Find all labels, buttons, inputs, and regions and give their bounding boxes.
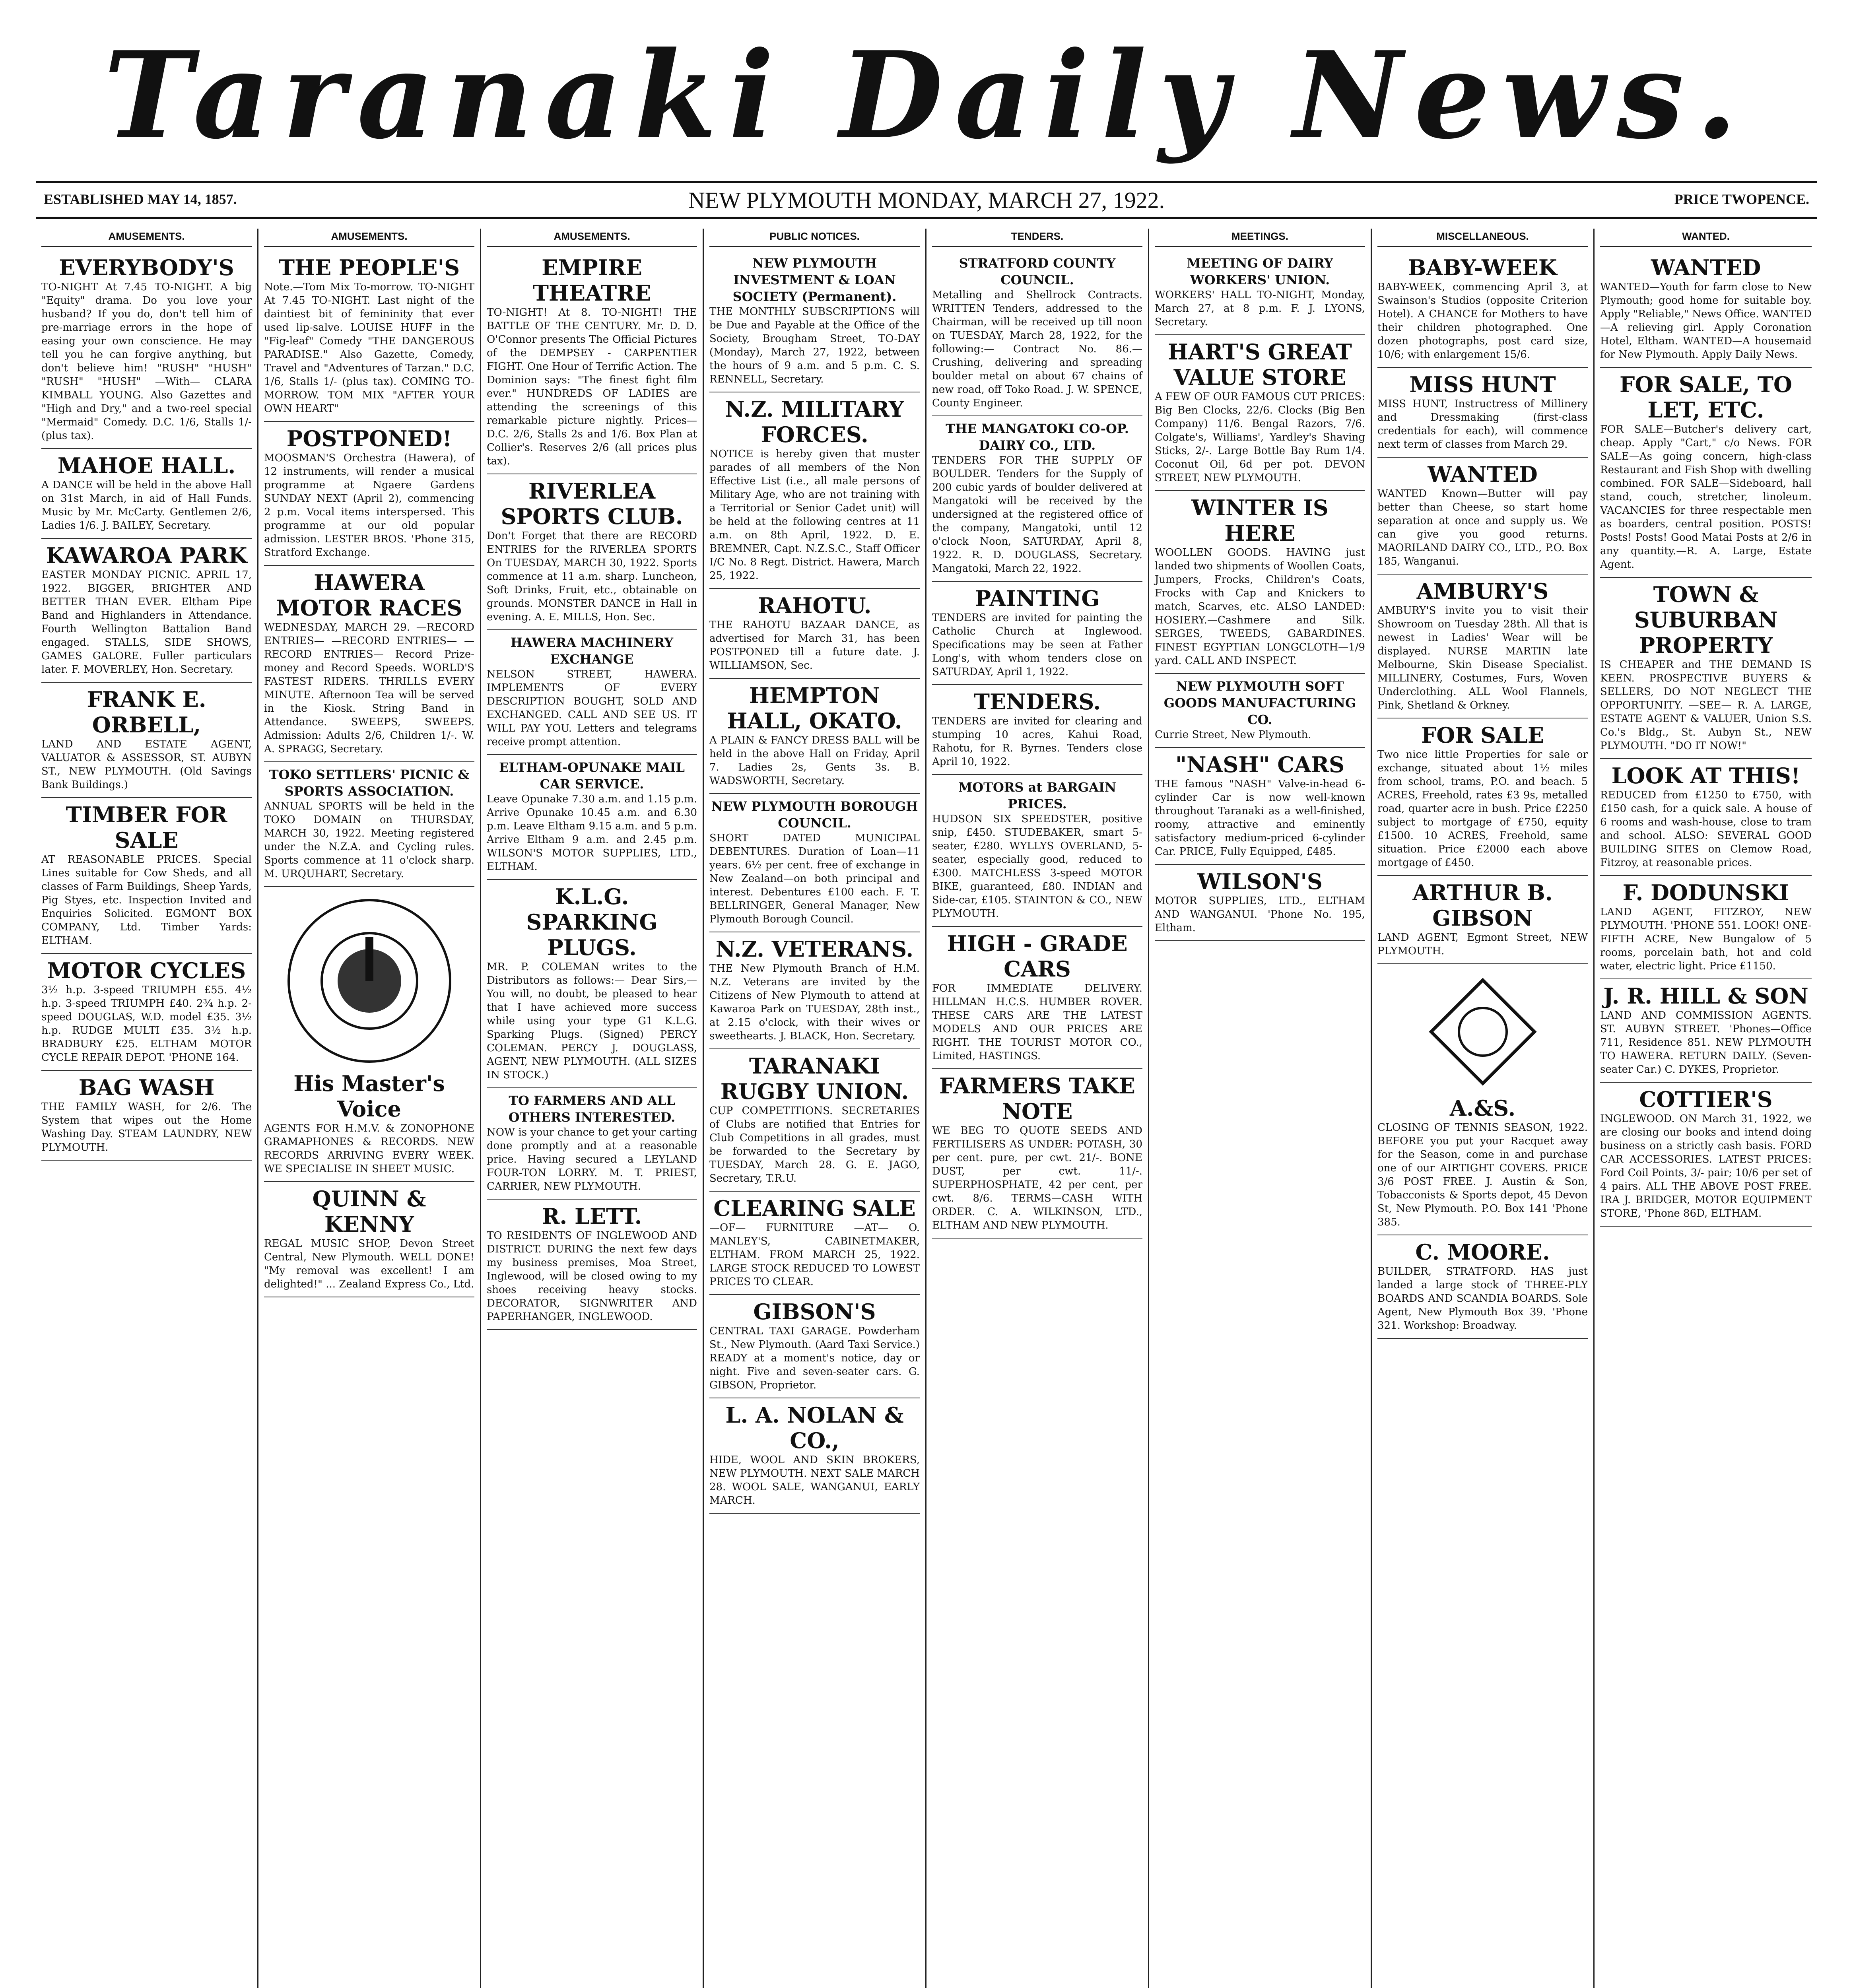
column-1 [36, 229, 258, 1988]
advertisement-body: TENDERS FOR THE SUPPLY OF BOULDER. Tenders for the Supply of 200 cubic yards of boulder delivered at Mangatoki will be received by the undersigned at the registered office of the company, Mangatoki, until 12 o'clock Noon, SATURDAY, April 8, 1922. R. D. DOUGLASS, Secretary. Mangatoki, March 22, 1922. [932, 454, 1142, 575]
advertisement [1600, 251, 1812, 368]
advertisement-title: BABY-WEEK [1408, 255, 1557, 280]
advertisement-title: HAWERA MOTOR RACES [276, 570, 462, 621]
advertisement [709, 932, 920, 1049]
advertisement-title: K.L.G. SPARKING PLUGS. [526, 884, 658, 960]
advertisement-body: TO-NIGHT At 7.45 TO-NIGHT. A big "Equity" drama. Do you love your husband? If you do, don't tell him of pre-marriage errors in the hope of easing your own conscience. He may tell you he can forgive anything, but don't believe him! "RUSH" "HUSH" "RUSH" "HUSH" —With— CLARA KIMBALL YOUNG. Also Gazettes and "High and Dry," and a two-reel special "Mermaid" Comedy. D.C. 1/6, Stalls 1/- (plus tax). [41, 281, 252, 442]
advertisement-title: POSTPONED! [286, 426, 452, 451]
advertisement [264, 422, 474, 566]
columns [36, 229, 1817, 1988]
advertisement-body: MOTOR SUPPLIES, LTD., ELTHAM AND WANGANUI. 'Phone No. 195, Eltham. [1155, 895, 1365, 934]
advertisement [264, 762, 474, 887]
advertisement [709, 1049, 920, 1192]
advertisement [487, 755, 697, 880]
advertisement [1600, 876, 1812, 979]
column-3 [481, 229, 704, 1988]
advertisement-body: THE MONTHLY SUBSCRIPTIONS will be Due and Payable at the Office of the Society, Brougham Street, TO-DAY (Monday), March 27, 1922, between the hours of 9 a.m. and 5 p.m. C. S. RENNELL, Secretary. [709, 306, 920, 385]
advertisement-body: TENDERS are invited for painting the Catholic Church at Inglewood. Specifications may be seen at Father Long's, with whom tenders close on SATURDAY, April 1, 1922. [932, 612, 1142, 678]
advertisement-title: F. DODUNSKI [1622, 880, 1789, 905]
advertisement-title: NEW PLYMOUTH INVESTMENT & LOAN SOCIETY (Permanent). [732, 256, 897, 304]
advertisement-title: NEW PLYMOUTH BOROUGH COUNCIL. [711, 799, 918, 831]
advertisement [709, 251, 920, 392]
advertisement [1600, 759, 1812, 876]
column-heading: WANTED. [1600, 229, 1812, 247]
advertisement-body: WOOLLEN GOODS. HAVING just landed two shipments of Woollen Coats, Jumpers, Frocks, Children's Coats, Frocks with Cap and Knickers to match, Scarves, etc. ALSO LANDED: HOSIERY.—Cashmere and Silk. SERGES, TWEEDS, GABARDINES. FINEST EGYPTIAN LONGCLOTH—1/9 yard. CALL AND INSPECT. [1155, 547, 1365, 667]
advertisement [932, 582, 1142, 685]
advertisement-title: WILSON'S [1197, 869, 1323, 894]
advertisement-title: EVERYBODY'S [59, 255, 234, 280]
column-5 [926, 229, 1149, 1988]
advertisement-body: 3½ h.p. 3-speed TRIUMPH £55. 4½ h.p. 3-speed TRIUMPH £40. 2¾ h.p. 2-speed DOUGLAS, W.D. model £35. 3½ h.p. RUDGE MULTI £35. 3½ h.p. BRADBURY £25. ELTHAM MOTOR CYCLE REPAIR DEPOT. 'PHONE 164. [41, 984, 252, 1064]
advertisement-title: R. LETT. [542, 1204, 642, 1229]
advertisement [1155, 748, 1365, 865]
advertisement-body: CLOSING OF TENNIS SEASON, 1922. BEFORE you put your Racquet away for the Season, come in and purchase one of our AIRTIGHT COVERS. PRICE 3/6 POST FREE. J. Austin & Son, Tobacconists & Sports depot, 45 Devon St, New Plymouth. P.O. Box 141 'Phone 385. [1377, 1122, 1588, 1228]
advertisement-title: LOOK AT THIS! [1611, 763, 1801, 788]
advertisement [264, 887, 474, 1182]
advertisement [932, 927, 1142, 1069]
advertisement-body: A DANCE will be held in the above Hall on 31st March, in aid of Hall Funds. Music by Mr. McCarty. Gentlemen 2/6, Ladies 1/6. J. BAILEY, Secretary. [41, 479, 252, 532]
advertisement [1377, 458, 1588, 575]
advertisement-title: WANTED [1428, 462, 1538, 487]
advertisement-title: A.&S. [1449, 1095, 1516, 1121]
masthead-rule-top [36, 181, 1817, 183]
advertisement-title: FOR SALE [1421, 722, 1544, 748]
advertisement-title: MOTOR CYCLES [47, 958, 246, 983]
advertisement-title: FRANK E. ORBELL, [87, 687, 206, 738]
advertisement-body: TENDERS are invited for clearing and stumping 10 acres, Kahui Road, Rahotu, for R. Byrnes. Tenders close April 10, 1922. [932, 715, 1142, 768]
a-and-s-logo [1427, 976, 1538, 1087]
advertisement-title: QUINN & KENNY [312, 1186, 426, 1237]
advertisement [709, 1192, 920, 1295]
advertisement-title: PAINTING [975, 586, 1100, 611]
advertisement-title: HAWERA MACHINERY EXCHANGE [510, 635, 674, 667]
advertisement [1377, 876, 1588, 964]
advertisement-body: TO RESIDENTS OF INGLEWOOD AND DISTRICT. DURING the next few days my business premises, Moa Street, Inglewood, will be closed owing to my shoes receiving heavy stocks. DECORATOR, SIGNWRITER AND PAPERHANGER, INGLEWOOD. [487, 1230, 697, 1323]
advertisement [1377, 1235, 1588, 1339]
advertisement [709, 679, 920, 794]
advertisement-title: C. MOORE. [1415, 1239, 1550, 1265]
advertisement [487, 1200, 697, 1330]
advertisement [487, 1088, 697, 1200]
column-4 [704, 229, 926, 1988]
advertisement-body: A PLAIN & FANCY DRESS BALL will be held in the above Hall on Friday, April 7. Ladies 2s, Gents 3s. B. WADSWORTH, Secretary. [709, 734, 920, 787]
advertisement [932, 685, 1142, 775]
advertisement-body: NOW is your chance to get your carting done promptly and at a reasonable price. Having secured a LEYLAND FOUR-TON LORRY. M. T. PRIEST, CARRIER, NEW PLYMOUTH. [487, 1126, 697, 1192]
advertisement-title: THE PEOPLE'S [278, 255, 460, 280]
advertisement-title: MOTORS at BARGAIN PRICES. [958, 780, 1117, 812]
advertisement-title: N.Z. MILITARY FORCES. [725, 396, 904, 447]
advertisement-body: A FEW OF OUR FAMOUS CUT PRICES: Big Ben Clocks, 22/6. Clocks (Big Ben Company) 11/6. Bengal Razors, 7/6. Colgate's, Williams', Yardley's Shaving Sticks, 2/-. Large Bottle Bay Rum 1/4. Coconut Oil, 6d per pot. DEVON STREET, NEW PLYMOUTH. [1155, 391, 1365, 484]
price: PRICE TWOPENCE. [1674, 191, 1809, 207]
advertisement [41, 539, 252, 683]
advertisement-body: BABY-WEEK, commencing April 3, at Swainson's Studios (opposite Criterion Hotel). A CHANCE for Mothers to have their children photographed. One dozen photographs, post card size, 10/6; with enlargement 15/6. [1377, 281, 1588, 361]
column-heading: AMUSEMENTS. [264, 229, 474, 247]
advertisement-body: BUILDER, STRATFORD. HAS just landed a large stock of THREE-PLY BOARDS AND SCANDIA BOARDS. Sole Agent, New Plymouth Box 39. 'Phone 321. Workshop: Broadway. [1377, 1266, 1588, 1332]
advertisement [264, 251, 474, 422]
advertisement-title: TO FARMERS AND ALL OTHERS INTERESTED. [508, 1093, 676, 1125]
advertisement-title: BAG WASH [78, 1075, 215, 1100]
masthead [32, 12, 1821, 179]
column-7 [1372, 229, 1595, 1988]
advertisement-body: MOOSMAN'S Orchestra (Hawera), of 12 instruments, will render a musical programme at Ngaere Gardens SUNDAY NEXT (April 2), commencing 2 p.m. Vocal items interspersed. This programme at our old popular admission. LESTER BROS. 'Phone 315, Stratford Exchange. [264, 452, 474, 559]
advertisement [1377, 718, 1588, 876]
advertisement-title: J. R. HILL & SON [1603, 983, 1808, 1009]
advertisement-title: MEETING OF DAIRY WORKERS' UNION. [1187, 256, 1333, 287]
advertisement-title: N.Z. VETERANS. [715, 936, 914, 962]
advertisement-title: WINTER IS HERE [1191, 495, 1329, 546]
advertisement-body: FOR IMMEDIATE DELIVERY. HILLMAN H.C.S. HUMBER ROVER. THESE CARS ARE THE LATEST MODELS AND OUR PRICES ARE RIGHT. THE TOURIST MOTOR CO., Limited, HASTINGS. [932, 982, 1142, 1062]
advertisement-title: His Master's Voice [293, 1071, 445, 1122]
advertisement-title: ARTHUR B. GIBSON [1412, 880, 1553, 931]
advertisement-title: EMPIRE THEATRE [532, 255, 651, 306]
advertisement [709, 1295, 920, 1398]
advertisement [932, 416, 1142, 582]
advertisement [1377, 368, 1588, 458]
newspaper-title: Taranaki Daily News. [103, 25, 1750, 165]
advertisement-title: WANTED [1651, 255, 1761, 280]
column-heading: TENDERS. [932, 229, 1142, 247]
advertisement-body: EASTER MONDAY PICNIC. APRIL 17, 1922. BIGGER, BRIGHTER AND BETTER THAN EVER. Eltham Pipe Band and Highlanders in Attendance. Fourth Wellington Battalion Band engaged. STALLS, SIDE SHOWS, GAMES GALORE. Fuller particulars later. F. MOVERLEY, Hon. Secretary. [41, 569, 252, 676]
advertisement [1155, 491, 1365, 674]
advertisement-body: AT REASONABLE PRICES. Special Lines suitable for Cow Sheds, and all classes of Farm Buildings, Sheep Yards, Pig Styes, etc. Inspection Invited and Enquiries Solicited. EGMONT BOX COMPANY, Ltd. Timber Yards: ELTHAM. [41, 854, 252, 947]
advertisement [487, 251, 697, 474]
advertisement-body: THE famous "NASH" Valve-in-head 6-cylinder Car is now well-known throughout Taranaki as a well-finished, roomy, attractive and eminently satisfactory medium-priced 6-cylinder Car. PRICE, Fully Equipped, £485. [1155, 778, 1365, 858]
advertisement [1600, 368, 1812, 578]
advertisement-title: TOWN & SUBURBAN PROPERTY [1634, 582, 1778, 658]
advertisement-title: FOR SALE, TO LET, ETC. [1620, 372, 1792, 423]
established-date: ESTABLISHED MAY 14, 1857. [44, 191, 237, 207]
advertisement [264, 1182, 474, 1297]
column-heading: MEETINGS. [1155, 229, 1365, 247]
column-2 [258, 229, 481, 1988]
advertisement-title: HEMPTON HALL, OKATO. [727, 683, 902, 734]
advertisement-body: INGLEWOOD. ON March 31, 1922, we are closing our books and intend doing business on a strictly cash basis. FORD CAR ACCESSORIES. LATEST PRICES: Ford Coil Points, 3/- pair; 10/6 per set of 4 pairs. ALL THE ABOVE POST FREE. IRA J. BRIDGER, MOTOR EQUIPMENT STORE, 'Phone 86D, ELTHAM. [1600, 1113, 1812, 1219]
advertisement [1377, 251, 1588, 368]
advertisement-body: WEDNESDAY, MARCH 29. —RECORD ENTRIES— —RECORD ENTRIES— —RECORD ENTRIES— Record Prize-money and Record Speeds. WORLD'S FASTEST RIDERS. THRILLS EVERY MINUTE. Afternoon Tea will be served in the Kiosk. String Band in Attendance. SWEEPS, SWEEPS. Admission: Adults 2/6, Children 1/-. W. A. SPRAGG, Secretary. [264, 621, 474, 755]
dateline-bar [36, 187, 1817, 215]
advertisement [1155, 674, 1365, 748]
advertisement-title: COTTIER'S [1639, 1087, 1773, 1112]
advertisement-body: CENTRAL TAXI GARAGE. Powderham St., New Plymouth. (Aard Taxi Service.) READY at a moment's notice, day or night. Five and seven-seater cars. G. GIBSON, Proprietor. [709, 1325, 920, 1391]
advertisement-title: MAHOE HALL. [57, 453, 236, 478]
advertisement-body: Currie Street, New Plymouth. [1155, 729, 1311, 741]
advertisement-body: LAND AND ESTATE AGENT, VALUATOR & ASSESSOR, ST. AUBYN ST., NEW PLYMOUTH. (Old Savings Bank Buildings.) [41, 738, 252, 791]
masthead-rule-bottom [36, 217, 1817, 219]
advertisement-title: ELTHAM-OPUNAKE MAIL CAR SERVICE. [499, 760, 685, 792]
advertisement-title: TENDERS. [973, 689, 1101, 714]
advertisement-title: STRATFORD COUNTY COUNCIL. [959, 256, 1116, 287]
advertisement-body: WE BEG TO QUOTE SEEDS AND FERTILISERS AS UNDER: POTASH, 30 per cent. pure, per cwt. 21/-. BONE DUST, per cwt. 11/-. SUPERPHOSPHATE, 42 per cent, per cwt. 8/6. TERMS—CASH WITH ORDER. C. A. WILKINSON, LTD., ELTHAM AND NEW PLYMOUTH. [932, 1125, 1142, 1231]
advertisement [264, 566, 474, 762]
advertisement [1377, 964, 1588, 1235]
advertisement-body: LAND AGENT, Egmont Street, NEW PLYMOUTH. [1377, 932, 1588, 957]
advertisement-title: NEW PLYMOUTH SOFT GOODS MANUFACTURING CO. [1163, 679, 1356, 727]
advertisement-title: "NASH" CARS [1175, 752, 1345, 777]
advertisement-title: TARANAKI RUGBY UNION. [720, 1053, 909, 1104]
advertisement-title: RIVERLEA SPORTS CLUB. [501, 478, 683, 529]
advertisement-body: MISS HUNT, Instructress of Millinery and Dressmaking (first-class credentials for each), will commence next term of classes from March 29. [1377, 398, 1588, 450]
advertisement-body: HIDE, WOOL AND SKIN BROKERS, NEW PLYMOUTH. NEXT SALE MARCH 28. WOOL SALE, WANGANUI, EARLY MARCH. [709, 1454, 920, 1507]
advertisement [1377, 575, 1588, 718]
advertisement-body: WORKERS' HALL TO-NIGHT, Monday, March 27, at 8 p.m. F. J. LYONS, Secretary. [1155, 289, 1365, 328]
column-heading: PUBLIC NOTICES. [709, 229, 920, 247]
advertisement [932, 775, 1142, 927]
advertisement [1600, 979, 1812, 1083]
advertisement-body: NOTICE is hereby given that muster parades of all members of the Non Effective List (i.e., all male persons of Military Age, who are not training with a Territorial or Senior Cadet unit) will be held at the following centres at 11 a.m. on 8th April, 1922. D. E. BREMNER, Capt. N.Z.S.C., Staff Officer I/C No. 8 Regt. District. Hawera, March 25, 1922. [709, 448, 920, 582]
advertisement [41, 683, 252, 798]
advertisement [41, 798, 252, 954]
advertisement-title: RAHOTU. [758, 593, 872, 618]
advertisement-body: THE New Plymouth Branch of H.M. N.Z. Veterans are invited by the Citizens of New Plymouth to attend at Kawaroa Park on TUESDAY, 28th inst., at 2.15 o'clock, with their wives or sweethearts. J. BLACK, Hon. Secretary. [709, 963, 920, 1042]
column-6 [1149, 229, 1372, 1988]
advertisement [41, 1071, 252, 1161]
advertisement [487, 630, 697, 755]
advertisement-body: THE RAHOTU BAZAAR DANCE, as advertised for March 31, has been POSTPONED till a future date. J. WILLIAMSON, Sec. [709, 619, 920, 672]
advertisement-body: Don't Forget that there are RECORD ENTRIES for the RIVERLEA SPORTS On TUESDAY, MARCH 30, 1922. Sports commence at 11 a.m. sharp. Luncheon, Soft Drinks, Fruit, etc., obtainable on grounds. MONSTER DANCE in Hall in evening. A. E. MILLS, Hon. Sec. [487, 530, 697, 623]
advertisement-title: KAWAROA PARK [46, 543, 247, 568]
advertisement-body: Metalling and Shellrock Contracts. WRITTEN Tenders, addressed to the Chairman, will be received up till noon on TUESDAY, March 28, 1922, for the following:— Contract No. 86.—Crushing, delivering and spreading boulder metal on about 67 chains of new road, off Toko Road. J. W. SPENCE, County Engineer. [932, 289, 1142, 409]
advertisement [1155, 251, 1365, 335]
column-heading: MISCELLANEOUS. [1377, 229, 1588, 247]
advertisement-title: HIGH - GRADE CARS [947, 931, 1128, 982]
advertisement-body: LAND AGENT, FITZROY, NEW PLYMOUTH. 'PHONE 551. LOOK! ONE-FIFTH ACRE, New Bungalow of 5 rooms, porcelain bath, hot and cold water, electric light. Price £1150. [1600, 906, 1812, 972]
his-masters-voice-logo [287, 899, 451, 1063]
advertisement [709, 1398, 920, 1514]
advertisement-body: ANNUAL SPORTS will be held in the TOKO DOMAIN on THURSDAY, MARCH 30, 1922. Meeting registered under the N.Z.A. and Cycling rules. Sports commence at 11 o'clock sharp. M. URQUHART, Secretary. [264, 800, 474, 880]
column-8 [1595, 229, 1817, 1988]
advertisement-body: HUDSON SIX SPEEDSTER, positive snip, £450. STUDEBAKER, smart 5-seater, £280. WYLLYS OVERLAND, 5-seater, especially good, reduced to £300. MATCHLESS 3-speed MOTOR BIKE, guaranteed, £80. INDIAN and Side-car, £105. STAINTON & CO., NEW PLYMOUTH. [932, 813, 1142, 920]
advertisement-body: WANTED—Youth for farm close to New Plymouth; good home for suitable boy. Apply "Reliable," News Office. WANTED—A relieving girl. Apply Coronation Hotel, Eltham. WANTED—A housemaid for New Plymouth. Apply Daily News. [1600, 281, 1812, 361]
advertisement-title: AMBURY'S [1416, 579, 1549, 604]
advertisement-title: THE MANGATOKI CO-OP. DAIRY CO., LTD. [946, 421, 1129, 453]
advertisement [41, 449, 252, 539]
advertisement-title: GIBSON'S [753, 1299, 876, 1324]
advertisement-title: HART'S GREAT VALUE STORE [1168, 339, 1352, 390]
advertisement [487, 880, 697, 1088]
advertisement-body: REDUCED from £1250 to £750, with £150 cash, for a quick sale. A house of 6 rooms and wash-house, close to tram and school. ALSO: SEVERAL GOOD BUILDING SITES on Clemow Road, Fitzroy, at reasonable prices. [1600, 789, 1812, 869]
advertisement [41, 954, 252, 1071]
advertisement-title: TIMBER FOR SALE [66, 802, 227, 853]
advertisement-title: CLEARING SALE [713, 1196, 916, 1221]
advertisement-title: FARMERS TAKE NOTE [939, 1073, 1135, 1124]
advertisement-title: MISS HUNT [1409, 372, 1556, 397]
advertisement [1155, 335, 1365, 491]
advertisement-body: CUP COMPETITIONS. SECRETARIES of Clubs are notified that Entries for Club Competitions in all grades, must be forwarded to the Secretary by TUESDAY, March 28. G. E. JAGO, Secretary, T.R.U. [709, 1105, 920, 1184]
advertisement [709, 794, 920, 932]
advertisement-title: TOKO SETTLERS' PICNIC & SPORTS ASSOCIATION. [269, 767, 470, 799]
advertisement-body: THE FAMILY WASH, for 2/6. The System that wipes out the Home Washing Day. STEAM LAUNDRY, NEW PLYMOUTH. [41, 1101, 252, 1153]
advertisement [41, 251, 252, 449]
advertisement-body: WANTED Known—Butter will pay better than Cheese, so start home separation at once and supply us. We can give you good returns. MAORILAND DAIRY CO., LTD., P.O. Box 185, Wanganui. [1377, 488, 1588, 567]
advertisement-body: Note.—Tom Mix To-morrow. TO-NIGHT At 7.45 TO-NIGHT. Last night of the daintiest bit of femininity that ever used lip-salve. LOUISE HUFF in the "Fig-leaf" Comedy "THE DANGEROUS PARADISE." Also Gazette, Comedy, Travel and "Adventures of Tarzan." D.C. 1/6, Stalls 1/- (plus tax). COMING TO-MORROW. TOM MIX "AFTER YOUR OWN HEART" [264, 281, 474, 415]
advertisement-body: IS CHEAPER and THE DEMAND IS KEEN. PROSPECTIVE BUYERS & SELLERS, DO NOT NEGLECT THE OPPORTUNITY. —SEE— R. A. LARGE, ESTATE AGENT & VALUER, Union S.S. Co.'s Bldg., St. Aubyn St., NEW PLYMOUTH. "DO IT NOW!" [1600, 659, 1812, 752]
advertisement [709, 589, 920, 679]
advertisement-title: L. A. NOLAN & CO., [725, 1402, 904, 1453]
advertisement [709, 392, 920, 589]
advertisement [932, 1069, 1142, 1239]
advertisement-body: SHORT DATED MUNICIPAL DEBENTURES. Duration of Loan—11 years. 6½ per cent. free of exchange in New Zealand—on both principal and interest. Debentures £100 each. F. T. BELLRINGER, General Manager, New Plymouth Borough Council. [709, 832, 920, 925]
advertisement-body: —OF— FURNITURE —AT— O. MANLEY'S, CABINETMAKER, ELTHAM. FROM MARCH 25, 1922. LARGE STOCK REDUCED TO LOWEST PRICES TO CLEAR. [709, 1222, 920, 1288]
advertisement [932, 251, 1142, 416]
advertisement-body: MR. P. COLEMAN writes to the Distributors as follows:— Dear Sirs,—You will, no doubt, be pleased to hear that I have achieved more success while using your type G1 K.L.G. Sparking Plugs. (Signed) PERCY COLEMAN. PERCY J. DOUGLASS, AGENT, NEW PLYMOUTH. (ALL SIZES IN STOCK.) [487, 961, 697, 1081]
advertisement-body: NELSON STREET, HAWERA. IMPLEMENTS OF EVERY DESCRIPTION BOUGHT, SOLD AND EXCHANGED. CALL AND SEE US. IT WILL PAY YOU. Letters and telegrams receive prompt attention. [487, 668, 697, 748]
advertisement-body: AGENTS FOR H.M.V. & ZONOPHONE GRAMAPHONES & RECORDS. NEW RECORDS ARRIVING EVERY WEEK. WE SPECIALISE IN SHEET MUSIC. [264, 1122, 474, 1175]
advertisement-body: REGAL MUSIC SHOP, Devon Street Central, New Plymouth. WELL DONE! "My removal was excellent! I am delighted!" ... Zealand Express Co., Ltd. [264, 1238, 474, 1290]
column-heading: AMUSEMENTS. [41, 229, 252, 247]
advertisement-body: FOR SALE—Butcher's delivery cart, cheap. Apply "Cart," c/o News. FOR SALE—As going concern, high-class Restaurant and Fish Shop with dwelling combined. FOR SALE—Sideboard, hall stand, couch, stretcher, linoleum. VACANCIES for three respectable men as boarders, central position. POSTS! Posts! Posts! Good Matai Posts at 2/6 in any quantity.—R. A. Large, Estate Agent. [1600, 423, 1812, 571]
advertisement [1600, 578, 1812, 759]
advertisement [487, 474, 697, 630]
column-heading: AMUSEMENTS. [487, 229, 697, 247]
advertisement-body: AMBURY'S invite you to visit their Showroom on Tuesday 28th. All that is newest in Ladies' Wear will be displayed. NURSE MARTIN late Melbourne, Skin Disease Specialist. MILLINERY, Costumes, Furs, Woven Underclothing. ALL Wool Flannels, Pink, Shetland & Orkney. [1377, 605, 1588, 711]
advertisement-body: Two nice little Properties for sale or exchange, situated about 1½ miles from school, trams, P.O. and beach. 5 ACRES, Freehold, rates £3 9s, metalled road, quarter acre in bush. Price £2250 subject to mortgage of £750, equity £1500. 10 ACRES, Freehold, same situation. Price £2000 each above mortgage of £450. [1377, 749, 1588, 869]
issue-date: NEW PLYMOUTH MONDAY, MARCH 27, 1922. [688, 187, 1165, 213]
advertisement [1600, 1083, 1812, 1227]
advertisement-body: TO-NIGHT! At 8. TO-NIGHT! THE BATTLE OF THE CENTURY. Mr. D. D. O'Connor presents The Official Pictures of the DEMPSEY - CARPENTIER FIGHT. One Hour of Terrific Action. The Dominion says: "The finest fight film ever." HUNDREDS OF LADIES are attending the screenings of this remarkable picture nightly. Prices—D.C. 2/6, Stalls 2s and 1/6. Box Plan at Collier's. Reserves 2/6 (all prices plus tax). [487, 307, 697, 467]
advertisement-body: Leave Opunake 7.30 a.m. and 1.15 p.m. Arrive Opunake 10.45 a.m. and 6.30 p.m. Leave Eltham 9.15 a.m. and 5 p.m. Arrive Eltham 9 a.m. and 2.45 p.m. WILSON'S MOTOR SUPPLIES, LTD., ELTHAM. [487, 793, 697, 873]
advertisement-body: LAND AND COMMISSION AGENTS. ST. AUBYN STREET. 'Phones—Office 711, Residence 851. NEW PLYMOUTH TO HAWERA. RETURN DAILY. (Seven-seater Car.) C. DYKES, Proprietor. [1600, 1010, 1812, 1076]
advertisement [1155, 865, 1365, 941]
